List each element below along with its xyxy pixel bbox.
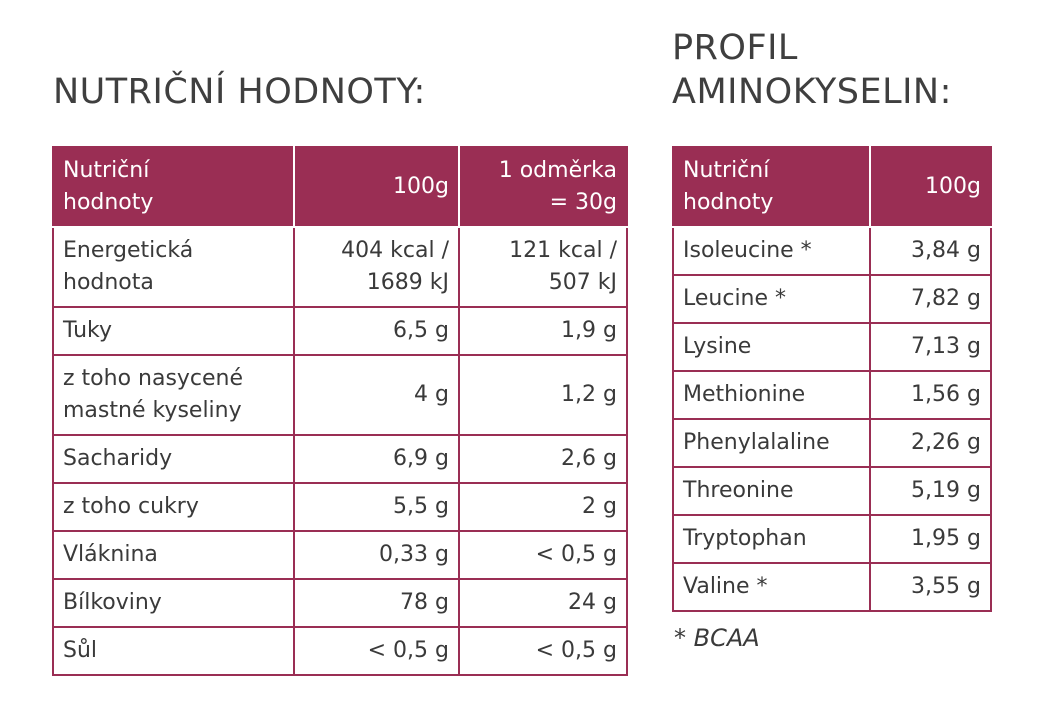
nutrition-table [52,146,628,676]
amino-value-per-100g: 5,19 g [870,467,991,515]
value-per-serving: < 0,5 g [459,627,627,675]
amino-acid-name: Methionine [673,371,870,419]
nutrition-row [53,227,627,307]
value-per-serving: < 0,5 g [459,531,627,579]
bcaa-footnote: * BCAA [674,624,760,652]
amino-header-per-100g: 100g [870,147,991,227]
nutrition-row [53,627,627,675]
nutrient-name: Energetická hodnota [53,227,294,307]
value-per-100g: < 0,5 g [294,627,459,675]
value-per-100g: 5,5 g [294,483,459,531]
nutrition-header-per-serving: 1 odměrka = 30g [459,147,627,227]
nutrient-name: Bílkoviny [53,579,294,627]
nutrition-row [53,307,627,355]
value-per-100g: 6,9 g [294,435,459,483]
amino-header-label: Nutriční hodnoty [673,147,870,227]
value-per-serving: 1,2 g [459,355,627,435]
amino-acid-name: Isoleucine * [673,227,870,275]
amino-row [673,467,991,515]
value-per-serving: 2 g [459,483,627,531]
amino-row [673,227,991,275]
amino-acid-name: Leucine * [673,275,870,323]
amino-row [673,323,991,371]
amino-value-per-100g: 1,95 g [870,515,991,563]
amino-value-per-100g: 3,55 g [870,563,991,611]
nutrient-name: z toho cukry [53,483,294,531]
amino-acid-name: Valine * [673,563,870,611]
nutrition-header-row [53,147,627,227]
value-per-100g: 404 kcal / 1689 kJ [294,227,459,307]
nutrient-name: Tuky [53,307,294,355]
amino-acid-name: Threonine [673,467,870,515]
amino-row [673,515,991,563]
nutrition-header-label: Nutriční hodnoty [53,147,294,227]
nutrition-row [53,579,627,627]
amino-value-per-100g: 2,26 g [870,419,991,467]
value-per-serving: 121 kcal / 507 kJ [459,227,627,307]
amino-heading: PROFIL AMINOKYSELIN: [672,28,952,112]
amino-acid-name: Phenylalaline [673,419,870,467]
nutrient-name: z toho nasycené mastné kyseliny [53,355,294,435]
nutrition-row [53,483,627,531]
amino-table [672,146,992,612]
amino-acid-name: Lysine [673,323,870,371]
amino-row [673,563,991,611]
nutrient-name: Sůl [53,627,294,675]
value-per-100g: 78 g [294,579,459,627]
nutrient-name: Sacharidy [53,435,294,483]
nutrition-row [53,531,627,579]
value-per-serving: 1,9 g [459,307,627,355]
amino-value-per-100g: 7,13 g [870,323,991,371]
nutrition-heading: NUTRIČNÍ HODNOTY: [53,72,426,112]
amino-acid-name: Tryptophan [673,515,870,563]
amino-header-row [673,147,991,227]
amino-row [673,419,991,467]
amino-value-per-100g: 1,56 g [870,371,991,419]
amino-value-per-100g: 7,82 g [870,275,991,323]
value-per-100g: 6,5 g [294,307,459,355]
value-per-100g: 0,33 g [294,531,459,579]
nutrition-header-per-100g: 100g [294,147,459,227]
nutrition-row [53,355,627,435]
amino-row [673,275,991,323]
nutrition-row [53,435,627,483]
value-per-100g: 4 g [294,355,459,435]
amino-row [673,371,991,419]
value-per-serving: 2,6 g [459,435,627,483]
value-per-serving: 24 g [459,579,627,627]
nutrient-name: Vláknina [53,531,294,579]
amino-value-per-100g: 3,84 g [870,227,991,275]
